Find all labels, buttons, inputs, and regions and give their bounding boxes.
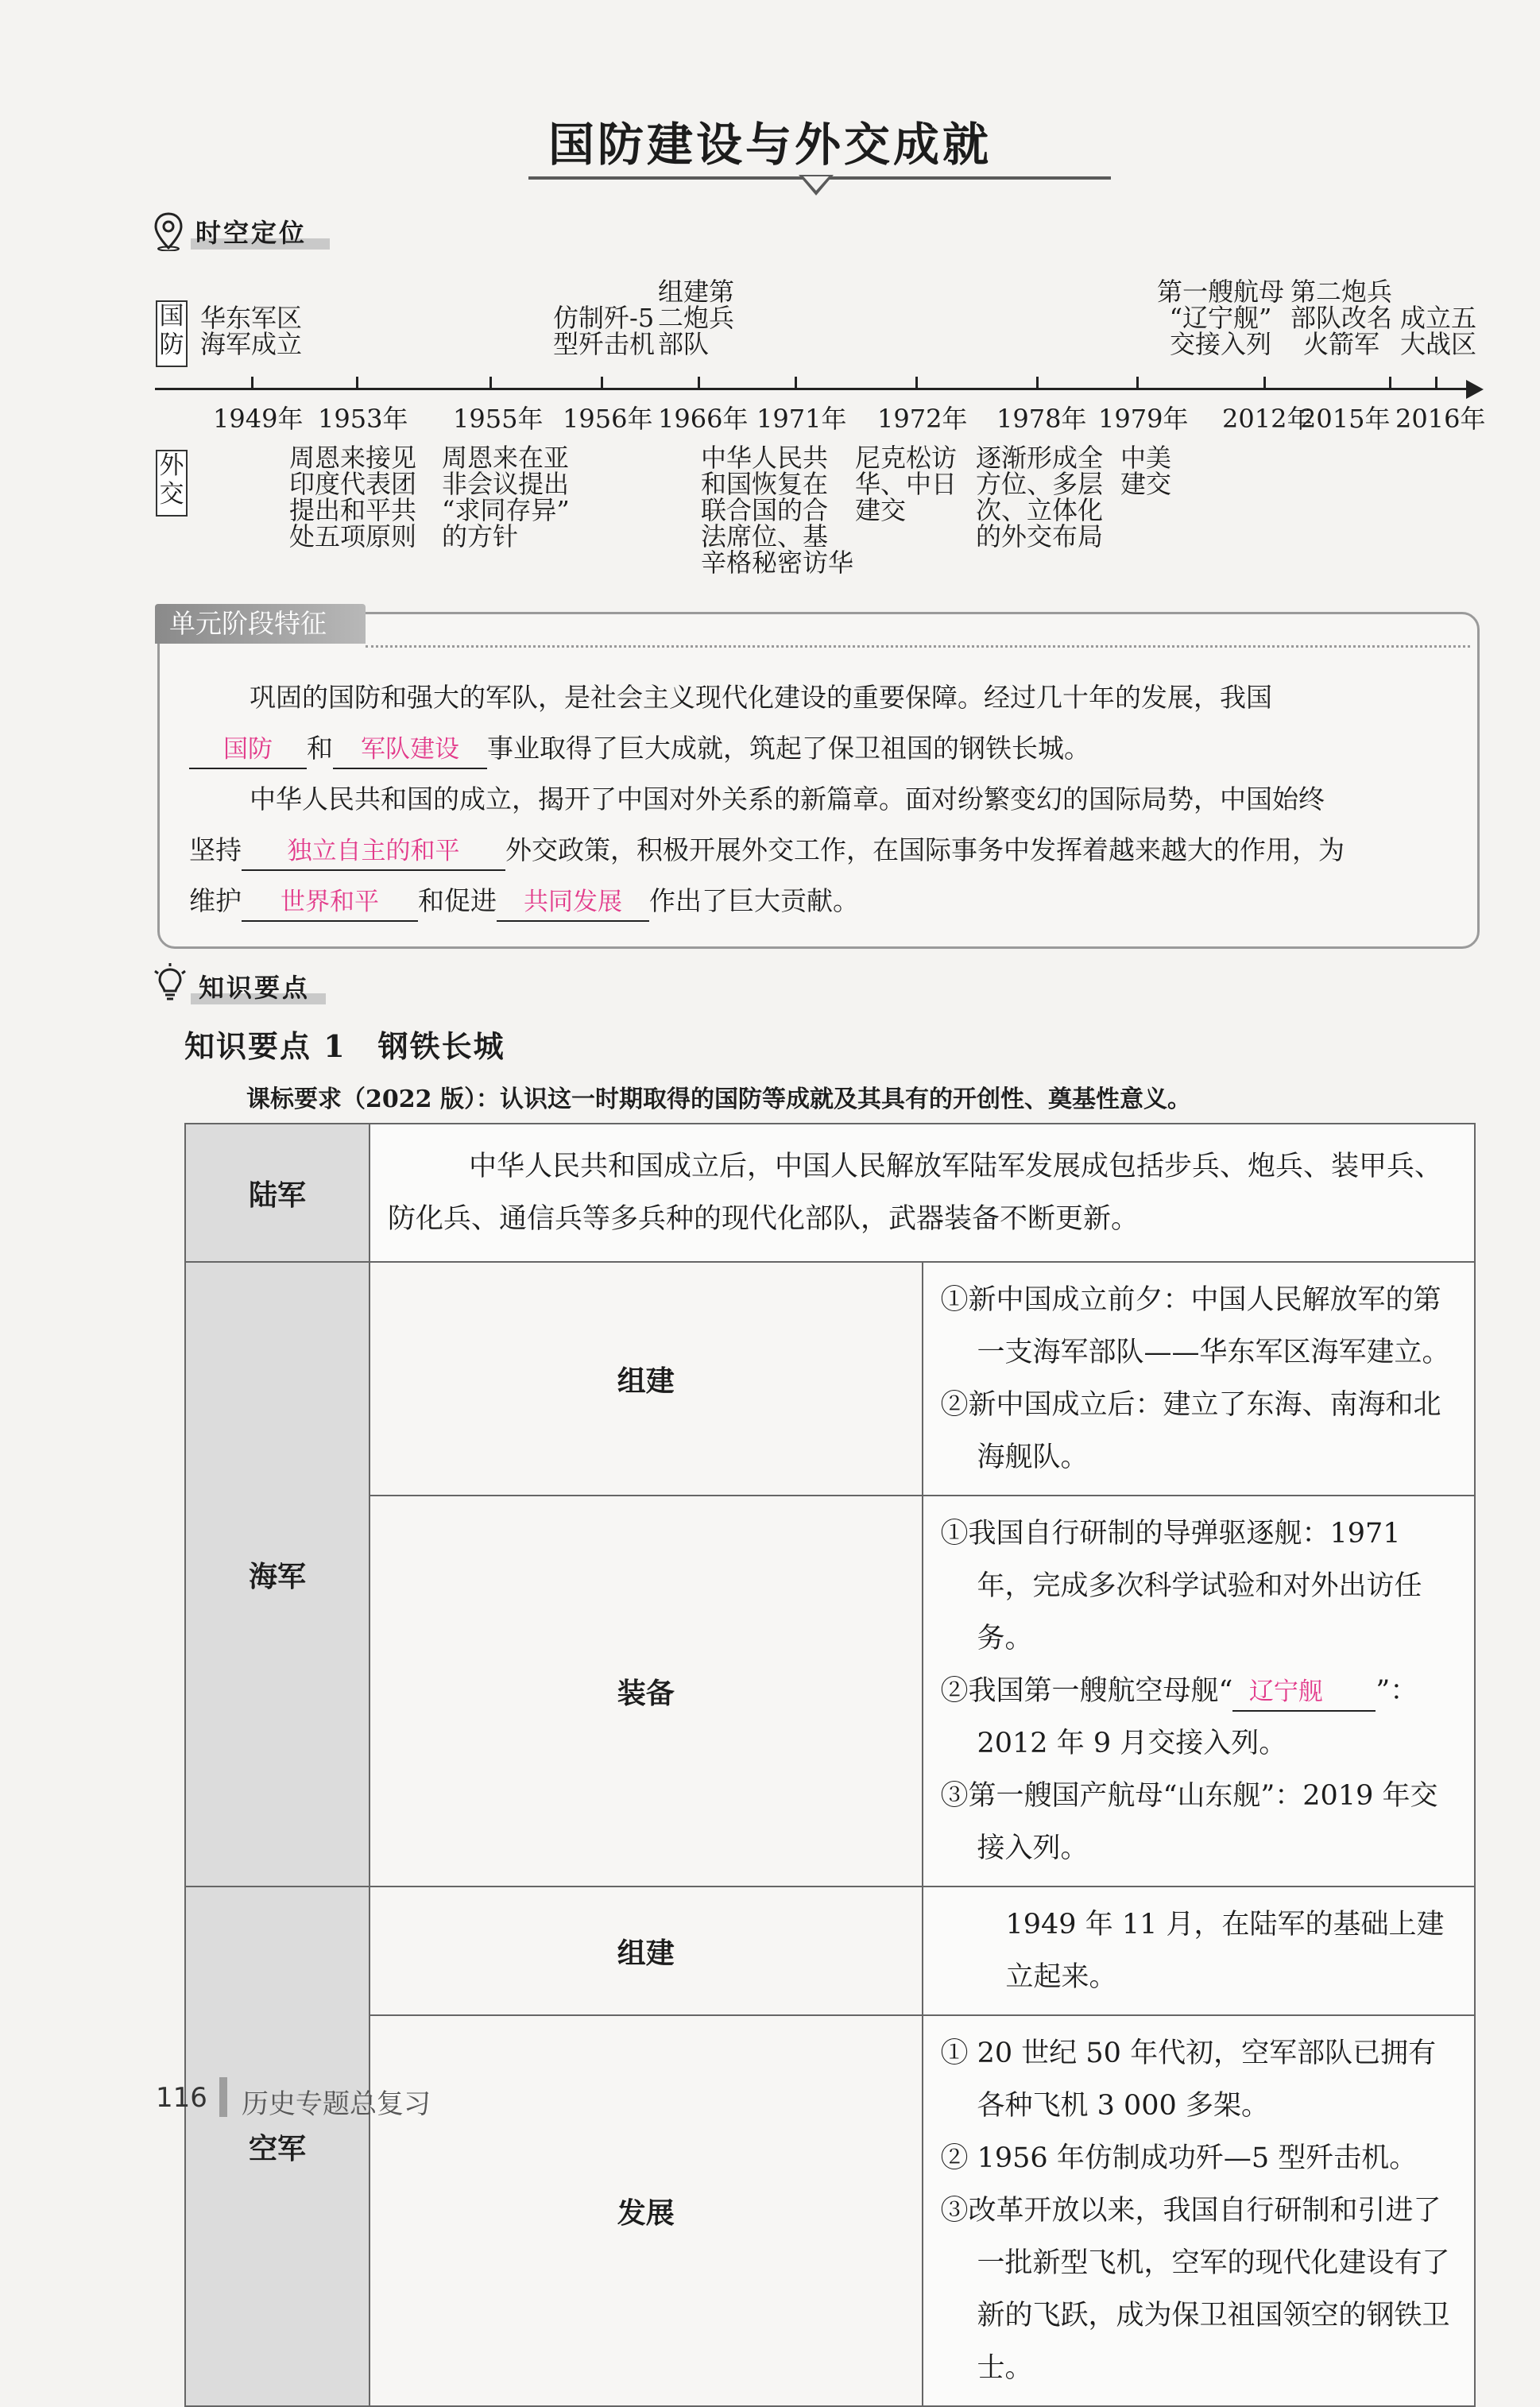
- location-pin-icon: [153, 211, 184, 251]
- page-number: 116: [156, 2082, 207, 2114]
- section-title-time-space: 时空定位: [195, 218, 308, 248]
- timeline-tick: [601, 377, 603, 389]
- curriculum-requirement: 课标要求（2022 版）：认识这一时期取得的国防等成就及其具有的开创性、奠基性意义。: [246, 1085, 1191, 1113]
- category-air-force: 空军: [185, 1887, 370, 2406]
- timeline-diplomacy-event: 逐渐形成全 方位、多层 次、立体化 的外交布局: [976, 443, 1104, 551]
- defense-row-label: 国 防: [156, 300, 188, 367]
- list-item: ② 1956 年仿制成功歼—5 型歼击机。: [940, 2142, 1418, 2174]
- answer-blank: 世界和平: [242, 883, 418, 922]
- army-description: 中华人民共和国成立后，中国人民解放军陆军发展成包括步兵、炮兵、装甲兵、防化兵、通信兵等多兵种的现代化部队，武器装备不断更新。: [370, 1124, 1475, 1262]
- timeline-tick: [1389, 377, 1391, 389]
- timeline-tick: [1435, 377, 1437, 389]
- answer-blank: 共同发展: [497, 883, 649, 922]
- knowledge-point-heading: 知识要点 1 钢铁长城: [184, 1028, 505, 1064]
- timeline-tick: [915, 377, 918, 389]
- list-item: ③改革开放以来，我国自行研制和引进了一批新型飞机，空军的现代化建设有了新的飞跃，成为保卫祖国领空的钢铁卫士。: [940, 2195, 1450, 2384]
- timeline-tick: [1263, 377, 1266, 389]
- category-navy: 海军: [185, 1262, 370, 1887]
- air-development-label: 发展: [370, 2015, 923, 2406]
- timeline-year: 2012年: [1222, 404, 1313, 434]
- answer-blank: 辽宁舰: [1232, 1673, 1376, 1712]
- timeline-year: 2015年: [1300, 404, 1391, 434]
- navy-build-label: 组建: [370, 1262, 923, 1496]
- timeline-year: 1971年: [756, 404, 847, 434]
- air-development-content: [923, 2015, 1476, 2406]
- timeline-defense-event: 华东军区 海军成立: [200, 303, 303, 359]
- timeline-diplomacy-event: 周恩来接见 印度代表团 提出和平共 处五项原则: [289, 443, 417, 551]
- timeline-year: 1979年: [1098, 404, 1189, 434]
- category-army: 陆军: [185, 1124, 370, 1262]
- timeline-year: 1949年: [213, 404, 304, 434]
- footer-divider: [219, 2077, 227, 2117]
- page-title: 国防建设与外交成就: [548, 118, 992, 172]
- timeline-year: 1972年: [877, 404, 968, 434]
- timeline-tick: [795, 377, 797, 389]
- list-item: ① 20 世纪 50 年代初，空军部队已拥有各种飞机 3 000 多架。: [940, 2037, 1437, 2122]
- timeline-tick: [1036, 377, 1039, 389]
- list-item: ③第一艘国产航母“山东舰”：2019 年交接入列。: [940, 1780, 1438, 1864]
- timeline-diplomacy-event: 中美 建交: [1120, 443, 1172, 499]
- timeline-axis: [155, 388, 1470, 390]
- timeline-arrow: [1466, 380, 1484, 399]
- table-row: [185, 1887, 1475, 2015]
- dotted-divider: [366, 645, 1470, 648]
- stage-paragraph-2-line-3: 维护 世界和平 和促进 共同发展 作出了巨大贡献。: [189, 876, 859, 927]
- stage-paragraph-2: 中华人民共和国的成立，揭开了中国对外关系的新篇章。面对纷繁变幻的国际局势，中国始终: [250, 784, 1325, 815]
- timeline-tick: [489, 377, 492, 389]
- air-build-content: 1949 年 11 月，在陆军的基础上建立起来。: [923, 1887, 1476, 2015]
- timeline-tick: [698, 377, 700, 389]
- list-item: ①我国自行研制的导弹驱逐舰：1971 年，完成多次科学试验和对外出访任务。: [940, 1518, 1422, 1654]
- stage-paragraph-1-line-2: 国防 和 军队建设 事业取得了巨大成就，筑起了保卫祖国的钢铁长城。: [189, 723, 1090, 774]
- timeline-year: 1956年: [563, 404, 653, 434]
- section-title-knowledge: 知识要点: [199, 973, 311, 1003]
- timeline-defense-event: 组建第 二炮兵 部队: [658, 277, 735, 359]
- air-build-label: 组建: [370, 1887, 923, 2015]
- section-title-stage: 单元阶段特征: [155, 604, 366, 644]
- navy-equipment-label: 装备: [370, 1496, 923, 1887]
- timeline-defense-event: 第二炮兵 部队改名 火箭军: [1290, 277, 1393, 359]
- timeline-tick: [1136, 377, 1139, 389]
- timeline-defense-event: 仿制歼-5 型歼击机: [553, 303, 656, 359]
- timeline-defense-event: 成立五 大战区: [1400, 303, 1477, 359]
- navy-build-content: [923, 1262, 1476, 1496]
- answer-blank: 国防: [189, 730, 307, 769]
- lightbulb-icon: [153, 963, 188, 1003]
- timeline-year: 2016年: [1395, 404, 1486, 434]
- timeline-diplomacy-event: 尼克松访 华、中日 建交: [855, 443, 958, 525]
- stage-paragraph-1: 巩固的国防和强大的军队，是社会主义现代化建设的重要保障。经过几十年的发展，我国: [250, 682, 1272, 713]
- table-row: [185, 1496, 1475, 1887]
- timeline-diplomacy-event: 周恩来在亚 非会议提出 “求同存异” 的方针: [442, 443, 570, 551]
- book-title: 历史专题总复习: [242, 2088, 431, 2120]
- timeline-diplomacy-event: 中华人民共 和国恢复在 联合国的合 法席位、基 辛格秘密访华: [701, 443, 854, 578]
- navy-equipment-content: [923, 1496, 1476, 1887]
- list-item: ①新中国成立前夕：中国人民解放军的第一支海军部队——华东军区海军建立。: [940, 1284, 1450, 1368]
- table-row: [185, 1124, 1475, 1262]
- table-row: [185, 2015, 1475, 2406]
- title-triangle-inner: [803, 176, 829, 191]
- timeline-tick: [356, 377, 358, 389]
- timeline-year: 1978年: [996, 404, 1087, 434]
- table-row: [185, 1262, 1475, 1496]
- timeline-defense-event: 第一艘航母 “辽宁舰” 交接入列: [1157, 277, 1285, 359]
- list-item: ②新中国成立后：建立了东海、南海和北海舰队。: [940, 1389, 1441, 1473]
- timeline-year: 1955年: [453, 404, 544, 434]
- list-item: ②我国第一艘航空母舰“ 辽宁舰 ”：2012 年 9 月交接入列。: [941, 1665, 1457, 1770]
- diplomacy-row-label: 外 交: [156, 450, 188, 517]
- timeline-tick: [251, 377, 253, 389]
- stage-paragraph-2-line-2: 坚持 独立自主的和平 外交政策，积极开展外交工作，在国际事务中发挥着越来越大的作用，为: [189, 825, 1345, 876]
- answer-blank: 独立自主的和平: [242, 832, 505, 871]
- timeline-year: 1953年: [318, 404, 408, 434]
- timeline-year: 1966年: [658, 404, 749, 434]
- answer-blank: 军队建设: [333, 730, 487, 769]
